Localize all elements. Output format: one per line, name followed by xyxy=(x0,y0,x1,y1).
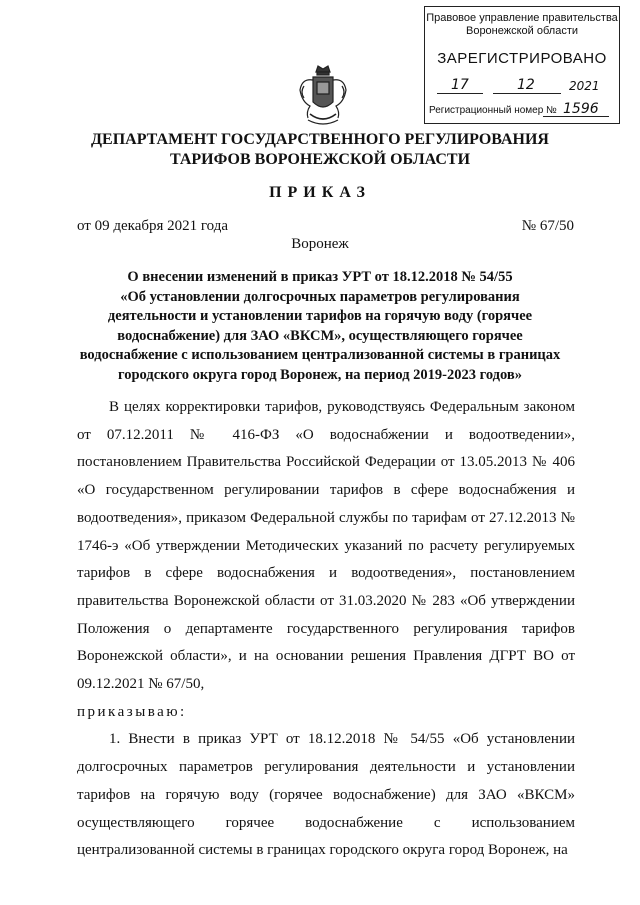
subject-line: водоснабжение с использованием централизованной системы в границах xyxy=(79,347,561,363)
subject-line: водоснабжение) для ЗАО «ВКСМ», осуществляющего горячее xyxy=(117,327,523,344)
stamp-day: 17 xyxy=(451,77,469,93)
order-body xyxy=(77,394,575,865)
order-date: от 09 декабря 2021 года xyxy=(77,218,229,234)
stamp-registered-label: ЗАРЕГИСТРИРОВАНО xyxy=(437,50,607,67)
registration-stamp xyxy=(424,6,620,124)
stamp-reg-number-row xyxy=(429,103,613,119)
subject-line: О внесении изменений в приказ УРТ от 18.12.2018 № 54/55 xyxy=(127,269,513,285)
department-line-2: ТАРИФОВ ВОРОНЕЖСКОЙ ОБЛАСТИ xyxy=(169,151,471,168)
stamp-reg-label: Регистрационный номер № xyxy=(429,105,557,116)
stamp-date xyxy=(433,79,611,97)
department-heading xyxy=(40,130,600,170)
subject-line: городского округа город Воронеж, на период 2019-2023 годов» xyxy=(117,366,522,383)
stamp-year: 2021 xyxy=(569,79,600,93)
stamp-month: 12 xyxy=(517,77,535,93)
stamp-org-line2: Воронежской области xyxy=(465,25,578,37)
coat-of-arms-icon xyxy=(296,62,350,128)
subject-line: «Об установлении долгосрочных параметров регулирования xyxy=(120,288,520,305)
order-subject xyxy=(60,268,580,385)
order-city: Воронеж xyxy=(291,236,349,252)
order-word: приказываю: xyxy=(77,703,187,720)
stamp-reg-number: 1596 xyxy=(563,101,599,117)
preamble-paragraph: В целях корректировки тарифов, руководствуясь Федеральным законом от 07.12.2011 № 416-ФЗ «О водоснабжении и водоотведении», постановлением Правительства Российской Федерации от 13.05.2013 № 406 «О государственном регулировании тарифов в сфере водоснабжения и водоотведения», приказом Федеральной службы по тарифам от 27.12.2013 № 1746-э «Об утверждении Методических указаний по расчету регулируемых тарифов в сфере водоснабжения и водоотведения», постановлением правительства Воронежской области от 31.03.2020 № 283 «Об утверждении Положения о департаменте государственного регулирования тарифов Воронежской области», и на основании решения Правления ДГРТ ВО от 09.12.2021 № 67/50, xyxy=(77,399,575,693)
document-type: ПРИКАЗ xyxy=(269,184,371,201)
department-line-1: ДЕПАРТАМЕНТ ГОСУДАРСТВЕННОГО РЕГУЛИРОВАНИЯ xyxy=(91,131,549,148)
stamp-org-line1: Правовое управление правительства xyxy=(426,12,618,24)
subject-line: деятельности и установлении тарифов на горячую воду (горячее xyxy=(107,308,533,324)
item-1-paragraph: 1. Внести в приказ УРТ от 18.12.2018 № 54/55 «Об установлении долгосрочных параметров регулирования деятельности и установлении тарифов на горячую воду (горячее водоснабжение) для ЗАО «ВКСМ» осуществляющего горячее водоснабжение с использованием централизованной системы в границах городского округа город Воронеж, на xyxy=(77,731,575,859)
order-number: № 67/50 xyxy=(521,218,574,234)
